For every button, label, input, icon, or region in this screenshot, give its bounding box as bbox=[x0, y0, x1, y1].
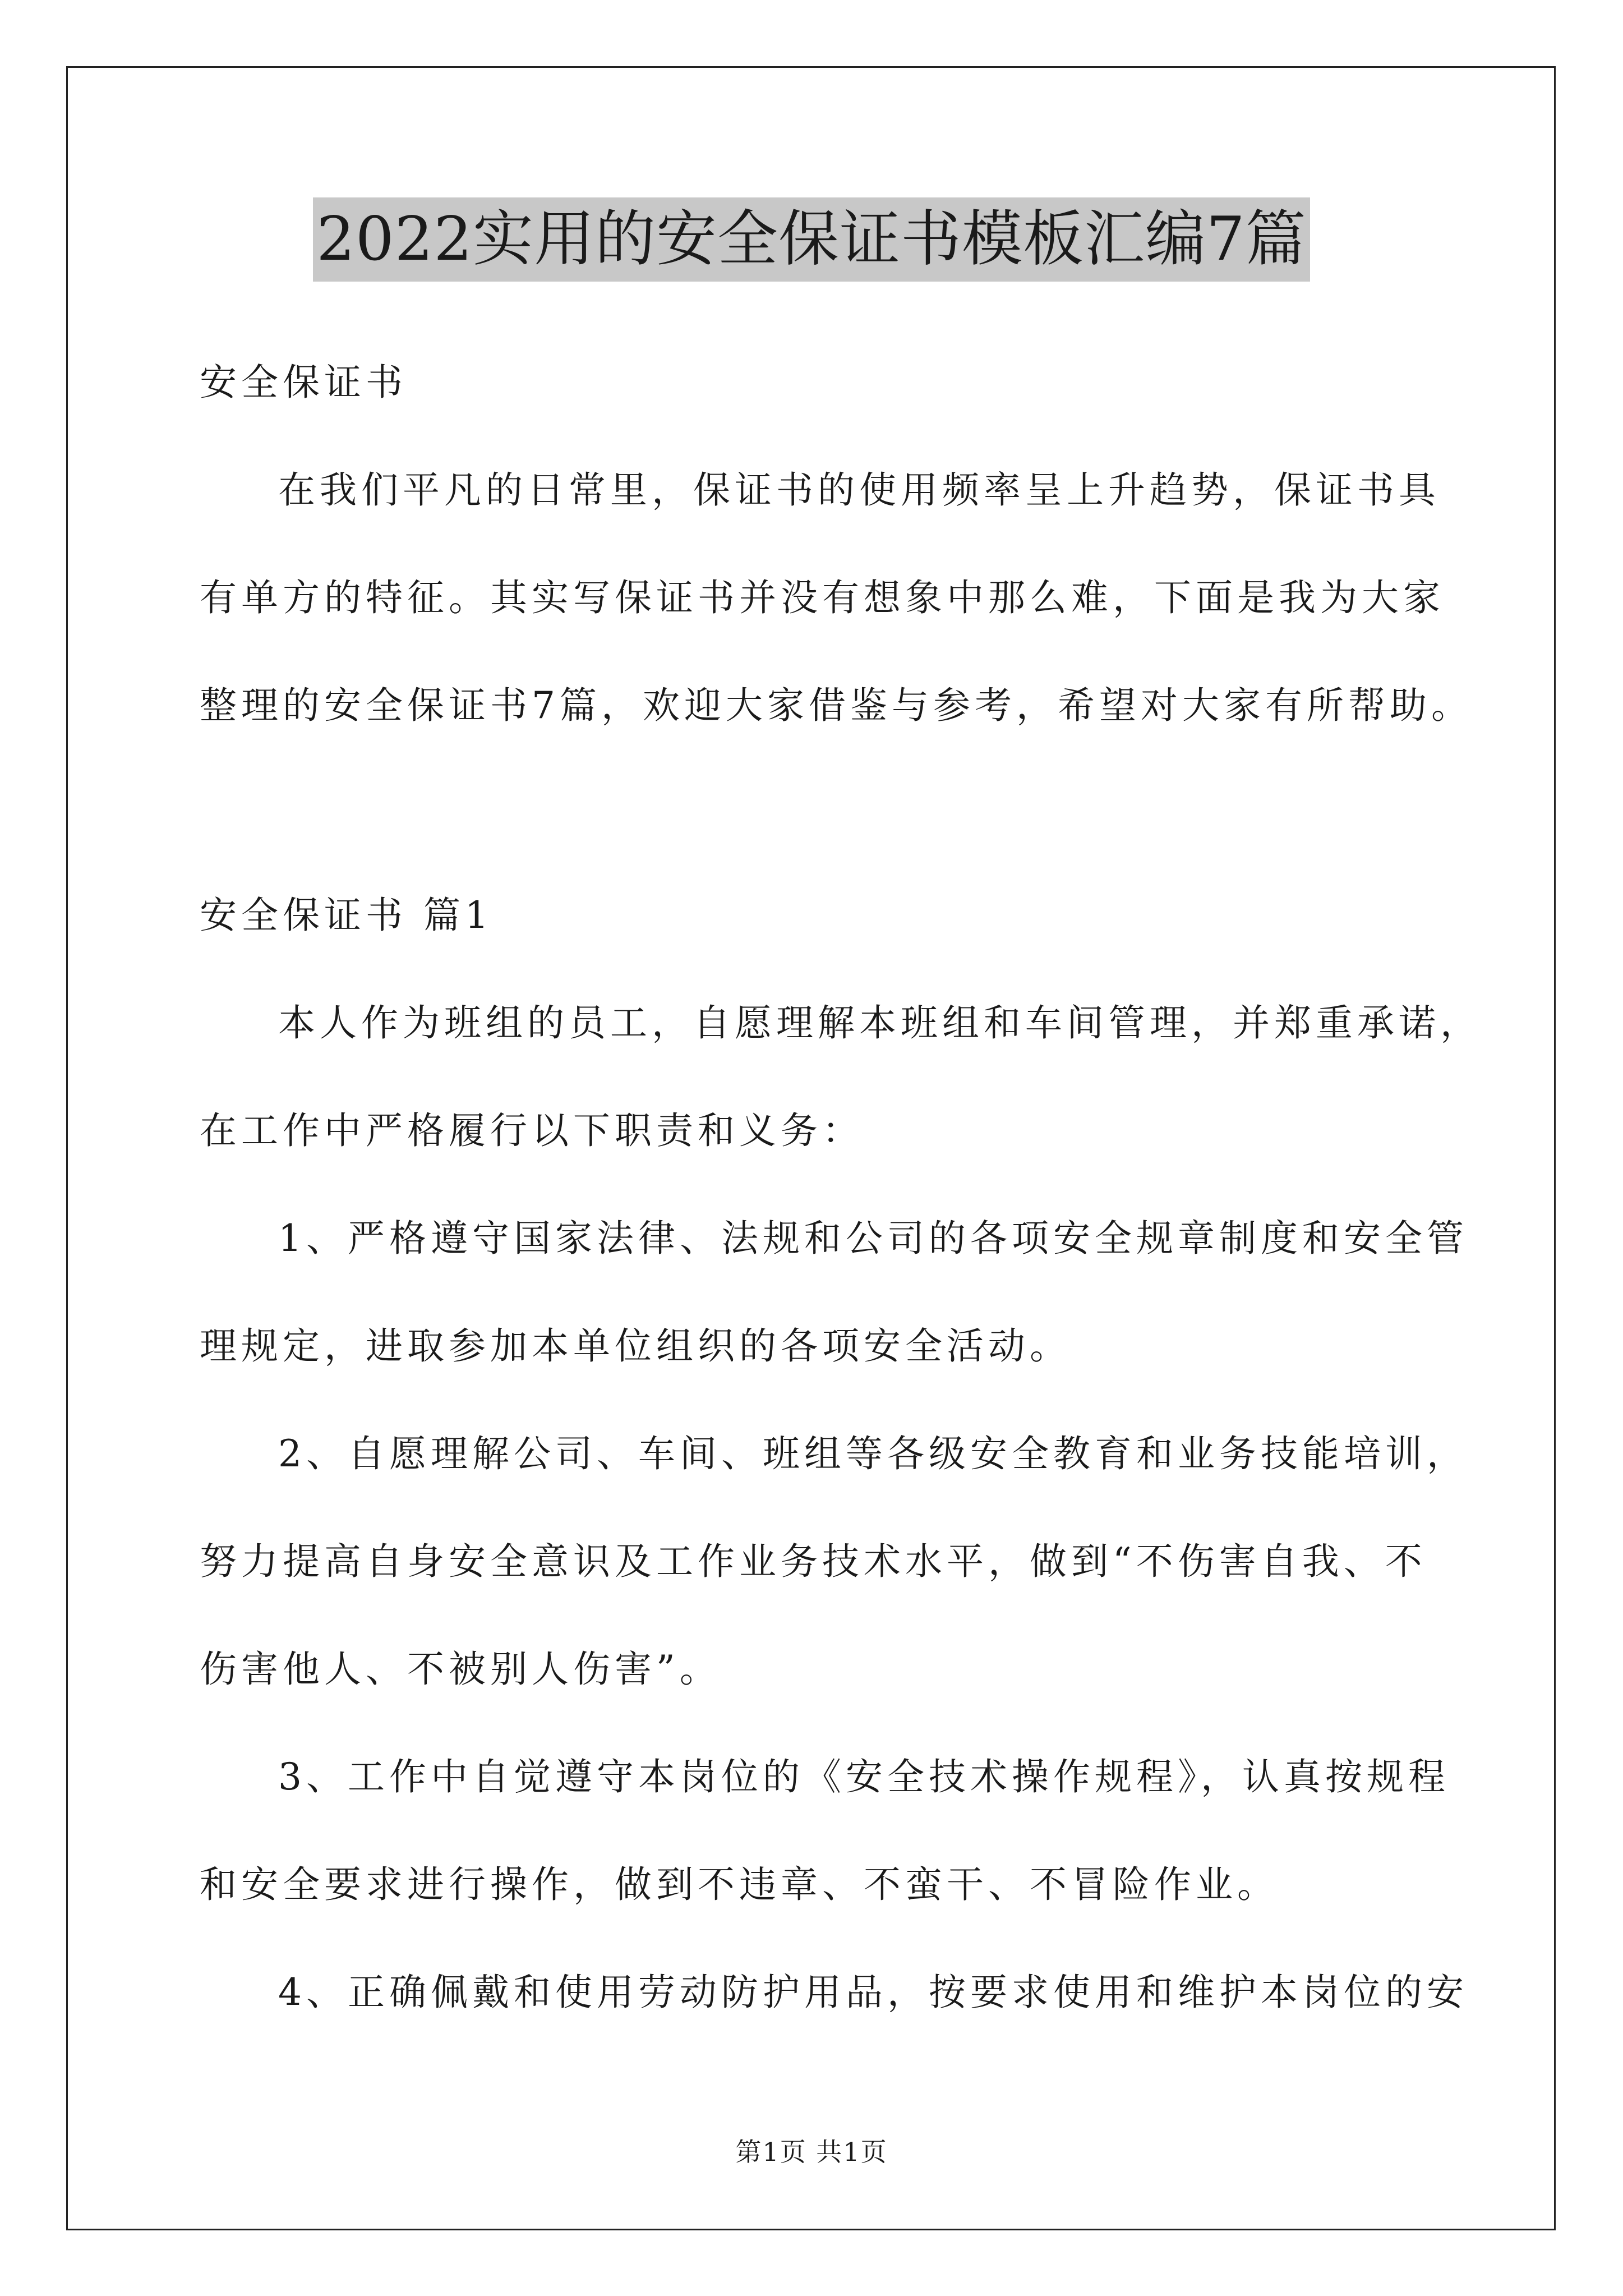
body-line: 理规定，进取参加本单位组织的各项安全活动。 bbox=[200, 1324, 1071, 1368]
body-line: 3、工作中自觉遵守本岗位的《安全技术操作规程》，认真按规程 bbox=[278, 1755, 1450, 1798]
body-line: 本人作为班组的员工，自愿理解本班组和车间管理，并郑重承诺， bbox=[278, 1001, 1482, 1045]
body-line: 4、正确佩戴和使用劳动防护用品，按要求使用和维护本岗位的安 bbox=[278, 1971, 1468, 2014]
subtitle: 安全保证书 bbox=[200, 361, 407, 404]
page-footer: 第1页 共1页 bbox=[735, 2137, 888, 2167]
body-line: 在工作中严格履行以下职责和义务： bbox=[200, 1109, 864, 1152]
body-line: 和安全要求进行操作，做到不违章、不蛮干、不冒险作业。 bbox=[200, 1863, 1279, 1906]
intro-line: 有单方的特征。其实写保证书并没有想象中那么难，下面是我为大家 bbox=[200, 576, 1445, 619]
body-line: 1、严格遵守国家法律、法规和公司的各项安全规章制度和安全管 bbox=[278, 1217, 1468, 1260]
title-container bbox=[0, 197, 1623, 282]
document-title: 2022实用的安全保证书模板汇编7篇 bbox=[313, 197, 1310, 282]
body-line: 努力提高自身安全意识及工作业务技术水平，做到“不伤害自我、不 bbox=[200, 1540, 1427, 1583]
body-line: 伤害他人、不被别人伤害”。 bbox=[200, 1648, 721, 1691]
section-heading: 安全保证书 篇1 bbox=[200, 894, 493, 937]
intro-line: 在我们平凡的日常里，保证书的使用频率呈上升趋势，保证书具 bbox=[278, 468, 1440, 512]
body-line: 2、自愿理解公司、车间、班组等各级安全教育和业务技能培训， bbox=[278, 1432, 1468, 1475]
intro-line: 整理的安全保证书7篇，欢迎大家借鉴与参考，希望对大家有所帮助。 bbox=[200, 684, 1473, 727]
